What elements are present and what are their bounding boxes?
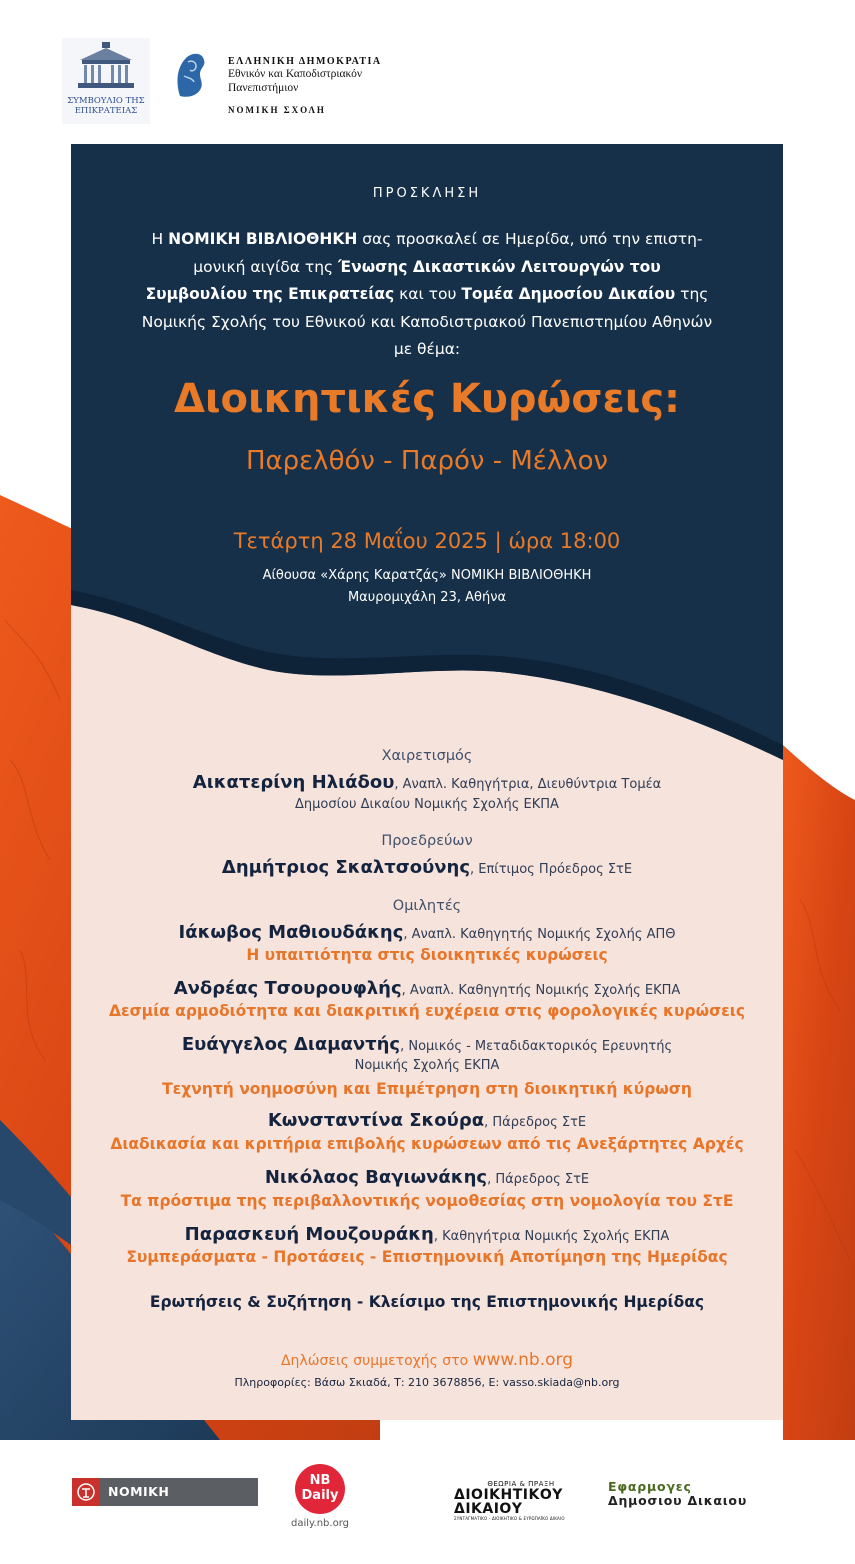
ed-l2: Δημοσιου Δικαιου	[608, 1493, 748, 1508]
intro-text-1: Η	[151, 230, 169, 248]
intro-bold-3: Τομέα Δημοσίου Δικαίου	[461, 285, 676, 303]
speaker-name: Παρασκευή Μουζουράκη	[184, 1224, 434, 1245]
greeting-name: Αικατερίνη Ηλιάδου	[192, 772, 395, 793]
dd-sub: ΣΥΝΤΑΓΜΑΤΙΚΟ - ΔΙΟΙΚΗΤΙΚΟ & ΕΥΡΩΠΑΪΚΟ ΔΙΚΑΙΟ	[454, 1516, 565, 1521]
chair-role: , Επίτιμος Πρόεδρος ΣτΕ	[470, 862, 633, 877]
speaker-role: , Νομικός - Μεταδιδακτορικός Ερευνητής	[400, 1039, 673, 1054]
greeting-role-cont: Δημοσίου Δικαίου Νομικής Σχολής ΕΚΠΑ	[295, 797, 559, 812]
daily-l1: NB	[309, 1473, 331, 1488]
nb-daily-logo[interactable]	[295, 1464, 345, 1514]
speaker-role: , Αναπλ. Καθηγητής Νομικής Σχολής ΑΠΘ	[403, 927, 676, 942]
speaker-name: Κωνσταντίνα Σκούρα	[267, 1110, 485, 1131]
intro-bold-1: ΝΟΜΙΚΗ ΒΙΒΛΙΟΘΗΚΗ	[168, 230, 358, 248]
athena-head-icon	[170, 48, 210, 100]
intro-bold-2: Ένωσης Δικαστικών Λειτουργών του Συμβουλίου της Επικρατείας	[145, 257, 661, 303]
event-venue	[71, 565, 783, 609]
uoa-text	[228, 56, 382, 115]
chair-line	[71, 857, 783, 878]
ed-l1: Εφαρμογες	[608, 1479, 692, 1494]
speaker-line	[71, 978, 783, 999]
venue-line1: Αίθουσα «Χάρης Καρατζάς» ΝΟΜΙΚΗ ΒΙΒΛΙΟΘΗΚΗ	[262, 568, 592, 583]
registration-line	[71, 1350, 783, 1370]
event-date: Τετάρτη 28 Μαΐου 2025 | ώρα 18:00	[233, 529, 621, 553]
venue-line2: Μαυρομιχάλη 23, Αθήνα	[347, 590, 507, 605]
event-title: Διοικητικές Κυρώσεις:	[173, 376, 681, 422]
closing-line: Ερωτήσεις & Συζήτηση - Κλείσιμο της Επιστημονικής Ημερίδας	[149, 1293, 705, 1311]
speaker-topic: Δεσμία αρμοδιότητα και διακριτική ευχέρεια στις φορολογικές κυρώσεις	[108, 1002, 746, 1020]
uoa-line2: Εθνικόν και Καποδιστριακόν	[228, 68, 363, 80]
contact-info: Πληροφορίες: Βάσω Σκιαδά, Τ: 210 3678856, E: vasso.skiada@nb.org	[234, 1376, 620, 1389]
building-icon	[62, 38, 150, 94]
invite-label: ΠΡΟΣΚΛΗΣΗ	[372, 186, 482, 201]
ste-logo-line2: ΕΠΙΚΡΑΤΕΙΑΣ	[74, 106, 138, 116]
event-subtitle: Παρελθόν - Παρόν - Μέλλον	[245, 446, 609, 476]
speaker-name: Ιάκωβος Μαθιουδάκης	[178, 922, 404, 943]
efarmoges-dimosiou-dikaiou-logo[interactable]	[608, 1480, 786, 1512]
speaker-line	[71, 1224, 783, 1245]
dd-l1: ΔΙΟΙΚΗΤΙΚΟΥ	[454, 1487, 563, 1503]
speaker-name: Νικόλαος Βαγιωνάκης	[264, 1167, 488, 1188]
dd-small: ΘΕΩΡΙΑ & ΠΡΑΞΗ	[487, 1480, 555, 1488]
uoa-line1: ΕΛΛΗΝΙΚΗ ΔΗΜΟΚΡΑΤΙΑ	[228, 56, 382, 67]
speaker-topic: Τεχνητή νοημοσύνη και Επιμέτρηση στη διοικητική κύρωση	[162, 1080, 692, 1098]
intro-text-2: σας προσκαλεί σε Ημερίδα, υπό την επιστη-μονική αιγίδα της	[193, 230, 703, 276]
chair-name: Δημήτριος Σκαλτσούνης	[221, 857, 470, 878]
daily-l2: Daily	[301, 1488, 339, 1503]
speaker-role: , Πάρεδρος ΣτΕ	[487, 1172, 590, 1187]
greeting-label: Χαιρετισμός	[381, 748, 473, 764]
greeting-role: , Αναπλ. Καθηγήτρια, Διευθύντρια Τομέα	[394, 777, 662, 792]
nb-name: ΝΟΜΙΚΗ ΒΙΒΛΙΟΘΗΚΗ	[108, 1484, 203, 1527]
speaker-topic: Συμπεράσματα - Προτάσεις - Επιστημονική Αποτίμηση της Ημερίδας	[126, 1248, 728, 1266]
chair-label: Προεδρεύων	[381, 833, 473, 849]
uoa-line4: ΝΟΜΙΚΗ ΣΧΟΛΗ	[228, 105, 326, 115]
intro-paragraph	[71, 226, 783, 364]
speaker-topic: Η υπαιτιότητα στις διοικητικές κυρώσεις	[246, 946, 608, 964]
greeting-line	[71, 772, 783, 793]
speaker-line	[71, 1110, 783, 1131]
speaker-role: , Πάρεδρος ΣτΕ	[484, 1115, 587, 1130]
speakers-label: Ομιλητές	[392, 898, 462, 914]
speaker-line	[71, 1167, 783, 1188]
speaker-role: , Αναπλ. Καθηγητής Νομικής Σχολής ΕΚΠΑ	[401, 983, 681, 998]
speaker-topic: Διαδικασία και κριτήρια επιβολής κυρώσεων από τις Ανεξάρτητες Αρχές	[110, 1135, 744, 1153]
speaker-role: , Καθηγήτρια Νομικής Σχολής ΕΚΠΑ	[433, 1229, 670, 1244]
intro-text-3: και του	[394, 285, 462, 303]
registration-text: Δηλώσεις συμμετοχής στο	[280, 1353, 473, 1369]
registration-link[interactable]: www.nb.org	[472, 1350, 573, 1370]
speaker-name: Ευάγγελος Διαμαντής	[181, 1034, 401, 1055]
speaker-line	[71, 922, 783, 943]
speaker-topic: Τα πρόστιμα της περιβαλλοντικής νομοθεσίας στη νομολογία του ΣτΕ	[120, 1192, 734, 1210]
uoa-line3: Πανεπιστήμιον	[228, 82, 299, 94]
dioikitikou-dikaiou-logo[interactable]	[454, 1480, 588, 1520]
speaker-role-cont: Νομικής Σχολής ΕΚΠΑ	[354, 1058, 500, 1073]
ste-logo	[62, 38, 150, 124]
dd-l2: ΔΙΚΑΙΟΥ	[454, 1501, 523, 1517]
speaker-name: Ανδρέας Τσουρουφλής	[173, 978, 402, 999]
speaker-line	[71, 1034, 783, 1055]
nomiki-vivliothiki-logo[interactable]	[72, 1478, 258, 1527]
ste-logo-line1: ΣΥΜΒΟΥΛΙΟ ΤΗΣ	[67, 96, 145, 106]
daily-url[interactable]: daily.nb.org	[291, 1518, 349, 1529]
intro-text-4: της Νομικής Σχολής του Εθνικού και Καποδιστριακού Πανεπιστημίου Αθηνών με θέμα:	[141, 285, 713, 358]
nb-mark-icon	[72, 1478, 100, 1506]
